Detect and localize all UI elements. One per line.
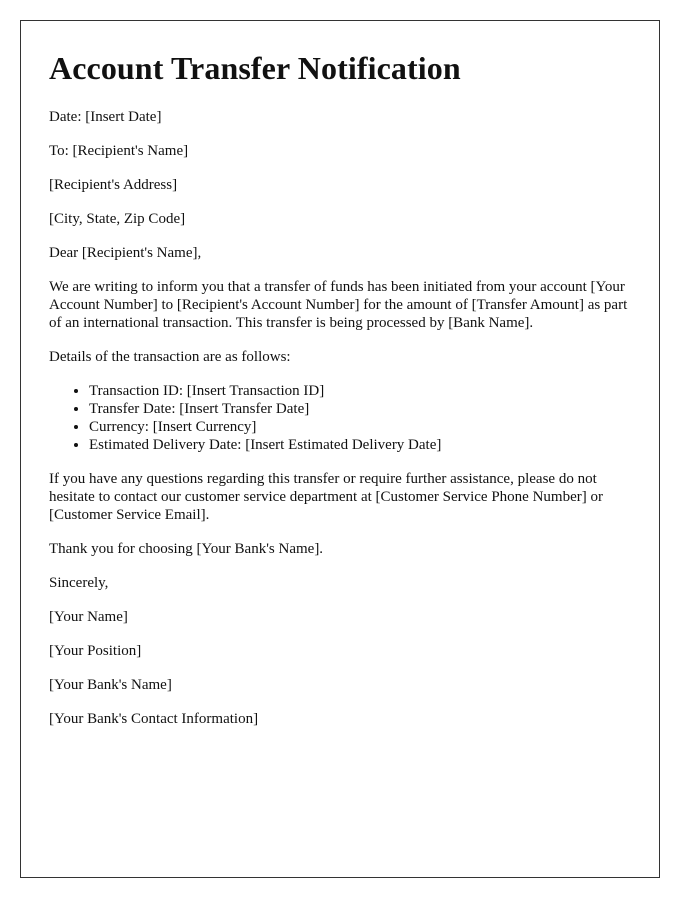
recipient-address-line: [Recipient's Address] [49,177,178,193]
estimated-delivery-item: • Estimated Delivery Date: [Insert Estimated Delivery Date] [89,436,631,454]
currency-item: • Currency: [Insert Currency] [89,418,631,436]
signature-contact: [Your Bank's Contact Information] [49,711,259,727]
thanks-line: Thank you for choosing [Your Bank's Name]. [49,541,324,557]
details-intro: Details of the transaction are as follows: [49,349,291,365]
salutation: Dear [Recipient's Name], [49,245,202,261]
questions-paragraph: If you have any questions regarding this transfer or require further assistance, please do not hesitate to contact our customer service department at [Customer Service Phone Number] or [Customer Service Email]. [49,471,603,523]
signature-name: [Your Name] [49,609,128,625]
intro-paragraph: We are writing to inform you that a transfer of funds has been initiated from your account [Your Account Number] to [Recipient's Account Number] for the amount of [Transfer Amount] as part of an international transaction. This transfer is being processed by [Bank Name]. [49,279,628,331]
recipient-name-line: To: [Recipient's Name] [49,143,189,159]
transaction-id-item: • Transaction ID: [Insert Transaction ID] [89,382,631,400]
signature-position: [Your Position] [49,643,142,659]
date-line: Date: [Insert Date] [49,109,162,125]
transfer-date-item: • Transfer Date: [Insert Transfer Date] [89,400,631,418]
signature-bank-name: [Your Bank's Name] [49,677,172,693]
closing-line: Sincerely, [49,575,109,591]
letter-title: Account Transfer Notification [49,50,461,86]
recipient-city-line: [City, State, Zip Code] [49,211,186,227]
transaction-details-list [49,382,631,454]
letter-document [20,20,660,878]
